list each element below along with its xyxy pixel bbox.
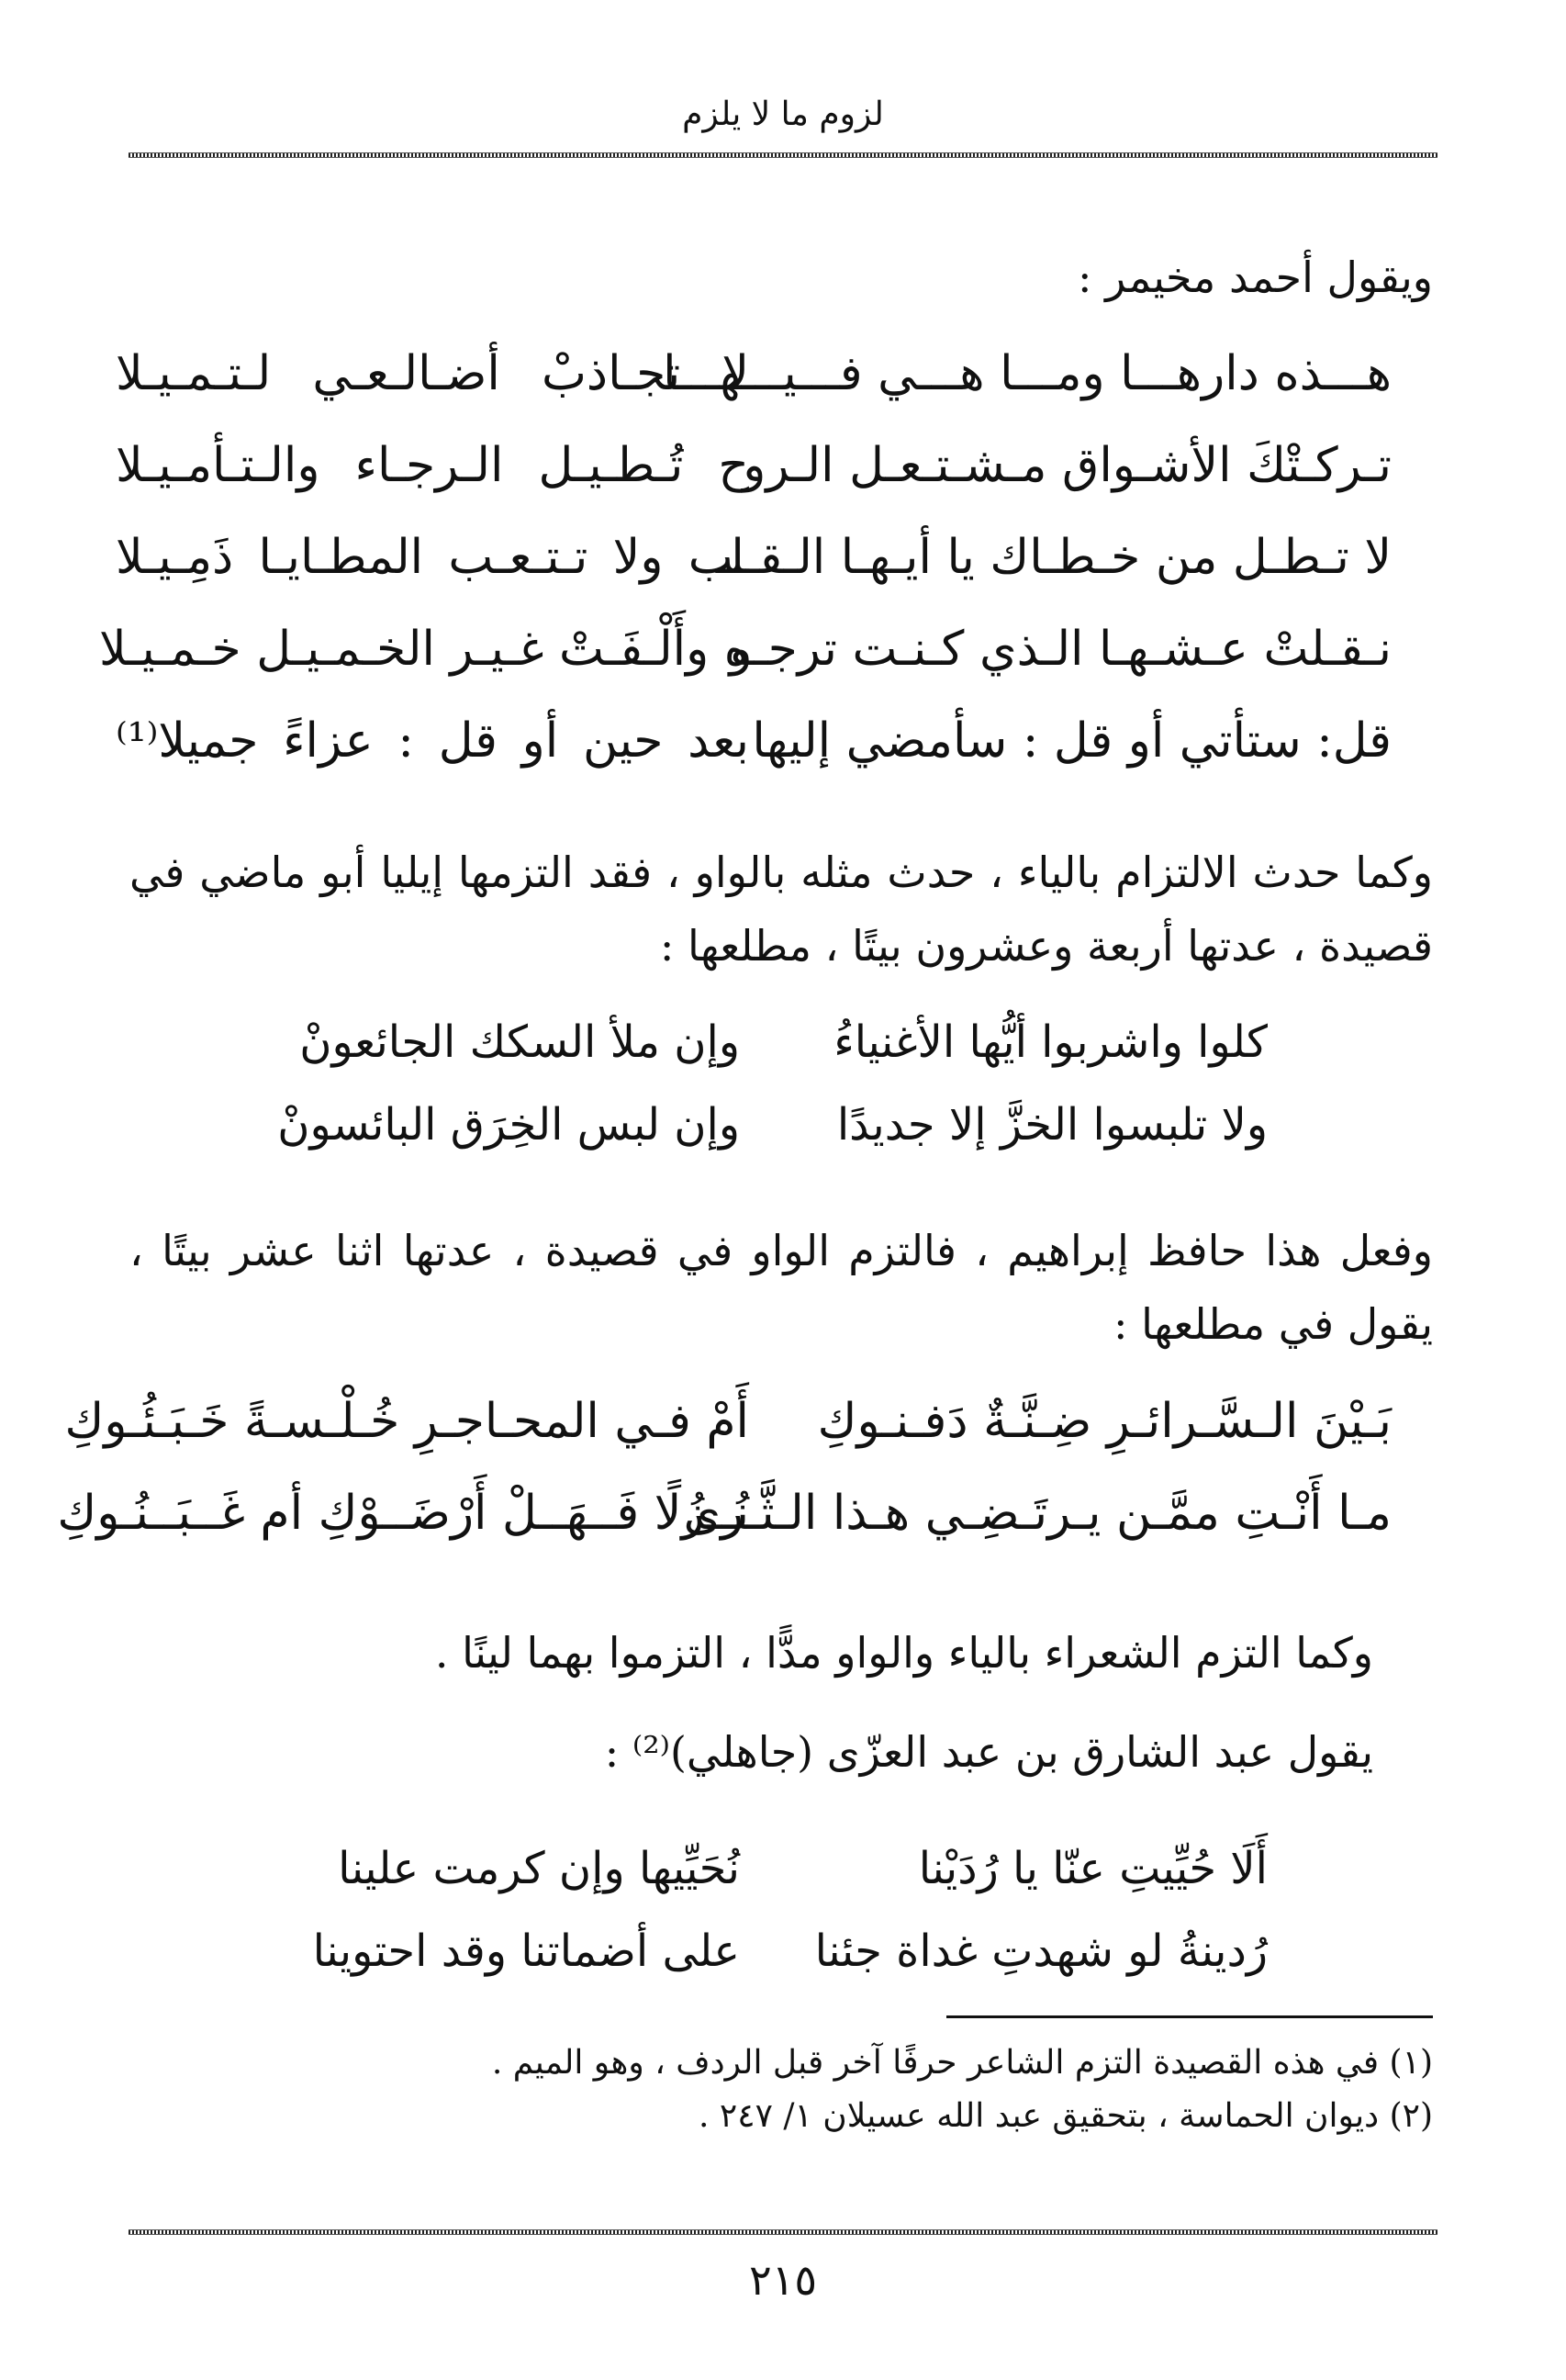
verse-first-hemistich: هـــذه دارهـــا ومـــا هـــي فـــيـــهـــا [663, 346, 1392, 401]
poem-verse [0, 1910, 1566, 1993]
verse-first-hemistich: بَـيْنَ الـسَّـرائـرِ ضِـنَّـةٌ دَفـنـوكِ [817, 1394, 1392, 1449]
verse-second-hemistich: أَمْ فـي المحـاجـرِ خُـلْـسـةً خَـبَـئُـوكِ [64, 1394, 749, 1449]
verse-first-hemistich: أَلَا حُيِّيتِ عنّا يا رُدَيْنا [918, 1843, 1268, 1894]
header-rule [129, 152, 1437, 158]
verse-first-hemistich: لا تـطـل من خـطـاك يا أيـهـا الـقـلـ [715, 530, 1392, 585]
poem-verse [0, 1083, 1566, 1166]
verse-second-hemistich: ح تُـطـيـل الـرجـاء والـتـأمـيـلا [116, 438, 749, 493]
verse-second-hemistich: نُحَيِّيها وإن كرمت علينا [338, 1843, 740, 1894]
verse-first-hemistich: قل: ستأتي أو قل : سأمضي إليها [752, 713, 1392, 769]
poem-verse [0, 1827, 1566, 1910]
paragraph-madd-lin: وكما التزم الشعراء بالياء والواو مدًّا ، التزموا بهما لينًا . [434, 1628, 1373, 1678]
verse-second-hemistich: وإن لبس الخِرَق البائسونْ [277, 1099, 740, 1151]
verse-second-hemistich: لا تجـاذبْ أضـالـعـي لـتـمـيـلا [116, 346, 749, 401]
poem-verse [0, 1001, 1566, 1083]
poem-verse [0, 1467, 1566, 1559]
paragraph-abd-al-shariq: يقول عبد الشارق بن عبد العزّى (جاهلي)⁽²⁾ : [604, 1727, 1373, 1777]
verse-first-hemistich: تـركـتْكَ الأشـواق مـشـتـعـل الـرو [743, 438, 1392, 493]
verse-second-hemistich: ـب ولا تـتـعـب المطـايـا ذَمِـيـلا [116, 530, 749, 585]
footnotes [129, 2037, 1433, 2143]
paragraph-hafez-ibrahim: وفعل هذا حافظ إبراهيم ، فالتزم الواو في قصيدة ، عدتها اثنا عشر بيتًا ، يقول في مطلعها : [129, 1226, 1433, 1349]
poem-verse [0, 603, 1566, 695]
poem-abu-madi [0, 1001, 1566, 1166]
poem-verse [0, 1375, 1566, 1467]
verse-second-hemistich: بعد حين أو قل : عزاءً جميلا⁽¹⁾ [116, 713, 749, 769]
poem-abd-al-shariq [0, 1827, 1566, 1993]
verse-second-hemistich: ه وأَلْـفَـتْ غـيـر الخـمـيـل خـمـيـلا [99, 622, 749, 677]
verse-first-hemistich: نـقـلتْ عـشـهـا الـذي كـنـت ترجـو [729, 622, 1392, 677]
verse-first-hemistich: مـا أَنْـتِ ممَّـن يـرتَـضِـي هـذا الـثَّـرى [683, 1486, 1392, 1541]
poem-verse [0, 695, 1566, 787]
footnote-2: (٢) ديوان الحماسة ، بتحقيق عبد الله عسيلان ١/ ٢٤٧ . [699, 2097, 1433, 2135]
verse-first-hemistich: كلوا واشربوا أيُّها الأغنياءُ [833, 1016, 1268, 1068]
running-title: لزوم ما لا يلزم [682, 95, 884, 133]
verse-second-hemistich: نُــزُلًا فَــهَــلْ أَرْضَــوْكِ أم غَــبَــنُـوكِ [57, 1486, 749, 1541]
poem-verse [0, 511, 1566, 603]
poem-ahmad-mukhaymar [0, 328, 1566, 787]
poem-verse [0, 420, 1566, 511]
paragraph-abu-madi: وكما حدث الالتزام بالياء ، حدث مثله بالواو ، فقد التزمها إيليا أبو ماضي في قصيدة ، عدتها أربعة وعشرون بيتًا ، مطلعها : [129, 848, 1433, 971]
intro-line-1: ويقول أحمد مخيمر : [1078, 253, 1433, 302]
footnote-1: (١) في هذه القصيدة التزم الشاعر حرفًا آخر قبل الردف ، وهو الميم . [491, 2044, 1433, 2082]
verse-second-hemistich: وإن ملأ السكك الجائعونْ [299, 1016, 740, 1068]
verse-first-hemistich: رُدينةُ لو شهدتِ غداة جئنا [814, 1925, 1268, 1977]
poem-hafez-ibrahim [0, 1375, 1566, 1559]
footer-rule [129, 2229, 1437, 2235]
verse-first-hemistich: ولا تلبسوا الخزَّ إلا جديدًا [836, 1099, 1268, 1151]
poem-verse [0, 328, 1566, 420]
footnote-separator [946, 2015, 1433, 2018]
page-number: ٢١٥ [748, 2255, 818, 2305]
verse-second-hemistich: على أضماتنا وقد احتوينا [312, 1925, 740, 1977]
